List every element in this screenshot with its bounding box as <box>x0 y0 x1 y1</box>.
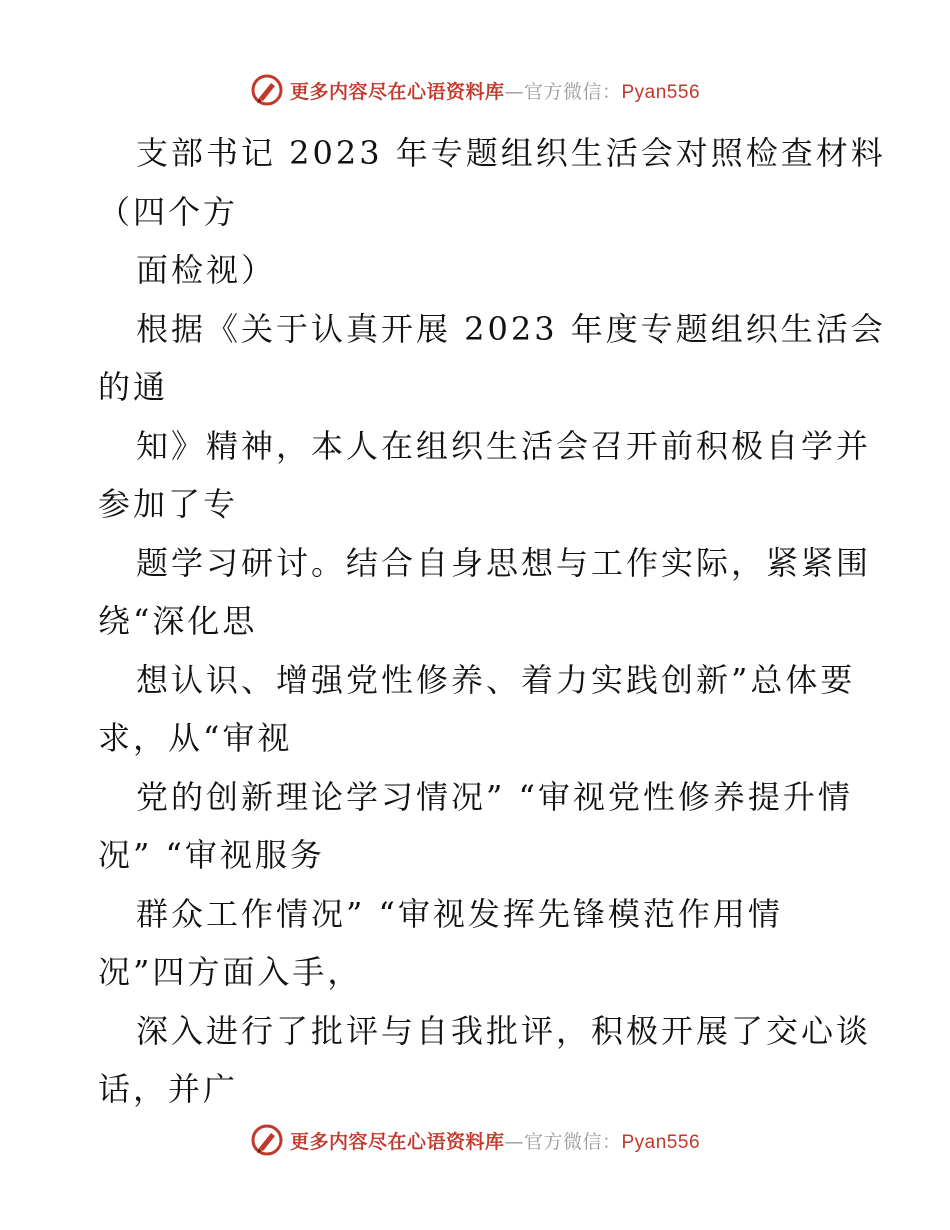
banner-main-text: 更多内容尽在心语资料库 <box>289 1130 505 1153</box>
banner-main-text: 更多内容尽在心语资料库 <box>289 80 505 103</box>
text-line: 况”四方面入手， <box>98 953 363 991</box>
pen-circle-logo-icon <box>250 1123 284 1157</box>
text-line: 知》精神，本人在组织生活会召开前积极自学并 <box>136 426 872 465</box>
text-line: 面检视） <box>136 251 277 289</box>
text-line: 题学习研讨。结合自身思想与工作实际，紧紧围 <box>136 543 872 582</box>
text-line: 参加了专 <box>98 485 239 523</box>
document-body <box>98 124 886 1119</box>
banner-text <box>290 1127 700 1154</box>
banner-wechat-id: Pyan556 <box>621 81 701 103</box>
text-line: 况” “审视服务 <box>98 836 325 874</box>
banner-wechat-id: Pyan556 <box>621 1131 701 1153</box>
text-line: 深入进行了批评与自我批评，积极开展了交心谈 <box>136 1011 872 1050</box>
banner-text <box>290 77 700 104</box>
text-line: 支部书记 2023 年专题组织生活会对照检查材料 <box>136 134 886 172</box>
footer-watermark-banner <box>0 1120 950 1160</box>
text-line: 党的创新理论学习情况” “审视党性修养提升情 <box>136 777 853 816</box>
text-line: 根据《关于认真开展 2023 年度专题组织生活会 <box>136 309 886 348</box>
text-line: （四个方 <box>98 192 239 231</box>
banner-separator: — <box>504 1130 524 1153</box>
text-line: 话，并广 <box>98 1070 239 1108</box>
banner-separator: — <box>504 80 524 103</box>
text-line: 绕“深化思 <box>98 602 258 640</box>
text-line: 想认识、增强党性修养、着力实践创新”总体要 <box>136 660 856 699</box>
banner-wechat-label: 官方微信： <box>523 80 622 103</box>
pen-circle-logo-icon <box>250 73 284 107</box>
text-line: 的通 <box>98 368 169 406</box>
banner-wechat-label: 官方微信： <box>523 1130 622 1153</box>
header-watermark-banner <box>0 70 950 110</box>
text-line: 群众工作情况” “审视发挥先锋模范作用情 <box>136 894 783 933</box>
text-line: 求，从“审视 <box>98 719 293 757</box>
